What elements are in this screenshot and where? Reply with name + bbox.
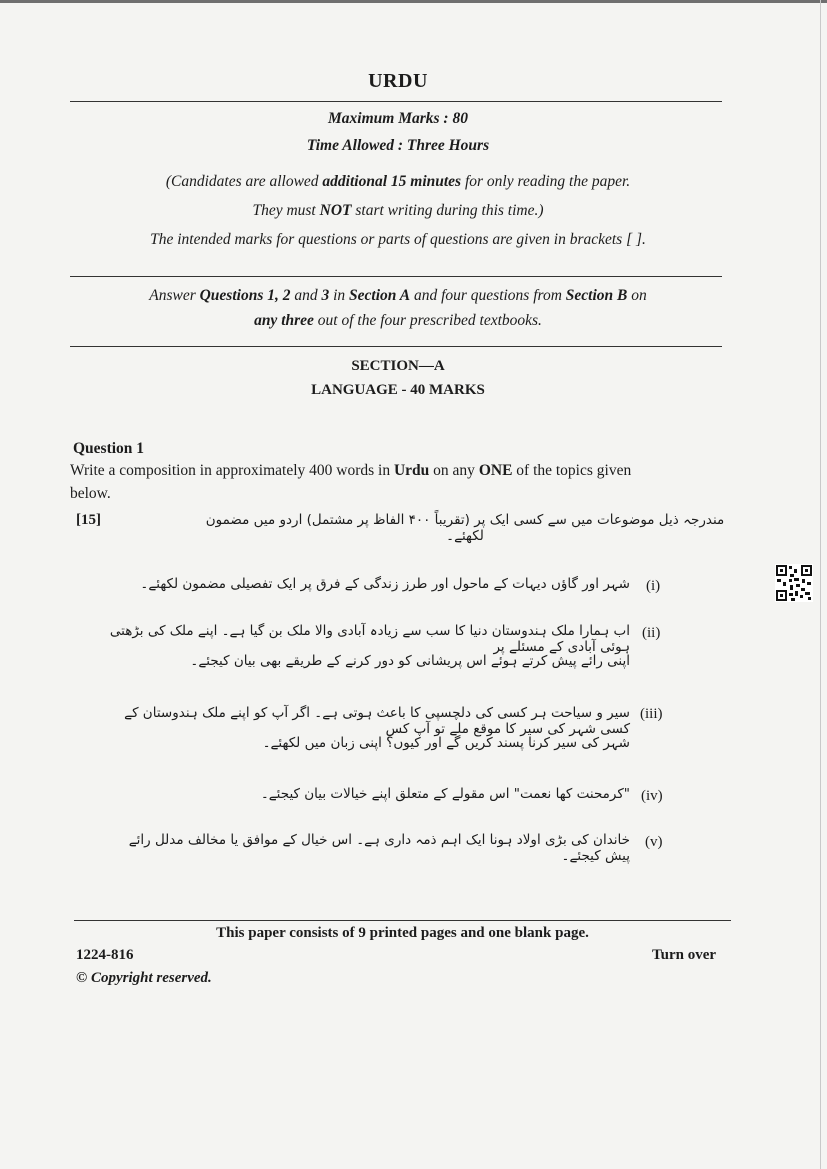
time-allowed: Time Allowed : Three Hours <box>306 137 490 154</box>
scan-edge <box>0 0 827 3</box>
topic-line: اب ہمارا ملک ہندوستان دنیا کا سب سے زیادہ آبادی والا ملک بن گیا ہے۔ اپنے ملک کی بڑھتی ہوئی آبادی کے مسئلے پر <box>109 623 630 655</box>
question-heading: Question 1 <box>73 440 145 457</box>
answer-instruction-2: any three out of the four prescribed textbooks. <box>254 312 542 329</box>
subject-title: URDU <box>368 70 428 92</box>
topic-number: (v) <box>645 834 663 850</box>
topic-line: اپنی رائے پیش کرتے ہوئے اس پریشانی کو دور کرنے کے طریقے بھی بیان کیجئے۔ <box>190 653 630 669</box>
copyright: © Copyright reserved. <box>76 970 212 986</box>
urdu-instruction: مندرجہ ذیل موضوعات میں سے کسی ایک پر (تقریباً ۴۰۰ الفاظ پر مشتمل) اردو میں مضمون لکھئے۔ <box>205 512 725 544</box>
question-text-2: below. <box>70 485 111 502</box>
section-subtitle: LANGUAGE - 40 MARKS <box>311 382 485 398</box>
turn-over: Turn over <box>652 947 717 963</box>
answer-instruction: Answer Questions 1, 2 and 3 in Section A and four questions from Section B on <box>149 287 647 304</box>
qr-code-icon <box>775 564 813 602</box>
topic-number: (i) <box>646 578 661 594</box>
header-divider <box>70 101 722 102</box>
section-divider <box>70 346 722 347</box>
section-title: SECTION—A <box>351 358 445 374</box>
topic-number: (ii) <box>642 625 661 641</box>
pages-note: This paper consists of 9 printed pages and one blank page. <box>216 925 589 941</box>
topic-number: (iv) <box>641 788 663 804</box>
paper-code: 1224-816 <box>76 947 134 963</box>
topic-number: (iii) <box>640 706 663 722</box>
no-writing-note: They must NOT start writing during this time.) <box>252 202 544 219</box>
footer-divider <box>74 920 731 921</box>
scan-edge-right <box>820 0 821 1169</box>
question-marks: [15] <box>76 512 101 528</box>
reading-time-note: (Candidates are allowed additional 15 minutes for only reading the paper. <box>165 173 631 190</box>
topic-line: سیر و سیاحت ہر کسی کی دلچسپی کا باعث ہوتی ہے۔ اگر آپ کو اپنے ملک ہندوستان کے کسی شہر کی سیر کا موقع ملے تو آپ کس <box>124 705 630 737</box>
topic-line: خاندان کی بڑی اولاد ہونا ایک اہم ذمہ داری ہے۔ اس خیال کے موافق یا مخالف مدلل رائے پیش کیجئے۔ <box>128 832 630 864</box>
topic-line: شہر اور گاؤں دیہات کے ماحول اور طرز زندگی کے فرق پر ایک تفصیلی مضمون لکھئے۔ <box>140 576 630 592</box>
topic-line: شہر کی سیر کرنا پسند کریں گے اور کیوں؟ اپنی زبان میں لکھئے۔ <box>262 735 630 751</box>
instructions-divider <box>70 276 722 277</box>
max-marks: Maximum Marks : 80 <box>328 110 468 127</box>
question-text: Write a composition in approximately 400 words in Urdu on any ONE of the topics given <box>70 462 632 479</box>
topic-line: "کرمحنت کھا نعمت" اس مقولے کے متعلق اپنے خیالات بیان کیجئے۔ <box>260 786 630 802</box>
marks-note: The intended marks for questions or parts of questions are given in brackets [ ]. <box>150 231 646 248</box>
